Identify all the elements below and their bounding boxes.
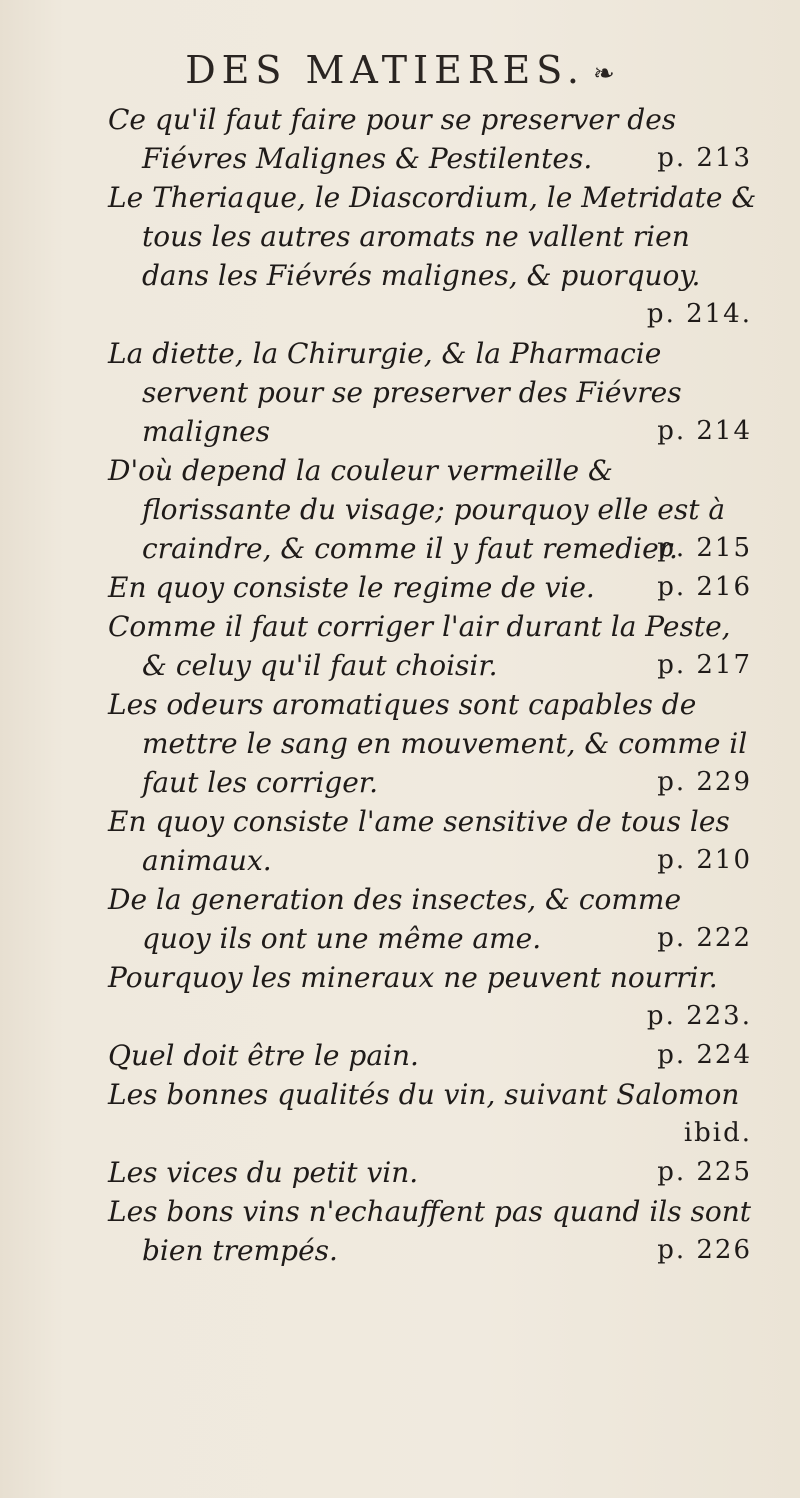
index-entry	[108, 100, 758, 178]
index-entry	[108, 568, 758, 607]
entry-text: De la generation des insectes, & comme quoy ils ont une même ame.	[108, 883, 682, 955]
entry-page-ref: p. 229	[657, 767, 752, 797]
entry-text: En quoy consiste l'ame sensitive de tous les animaux.	[108, 805, 730, 877]
fleuron-ornament-icon: ❧	[593, 58, 615, 89]
page-header	[0, 48, 800, 92]
entry-text: Pourquoy les mineraux ne peuvent nourrir.	[108, 961, 718, 994]
index-entry	[108, 1153, 758, 1192]
index-entry	[108, 334, 758, 451]
index-entry	[108, 958, 758, 1036]
index-entries	[108, 100, 758, 1270]
index-entry	[108, 1036, 758, 1075]
entry-text: Les bons vins n'echauffent pas quand ils sont bien trempés.	[108, 1195, 752, 1267]
entry-page-ref: p. 214	[657, 416, 752, 446]
entry-text: Ce qu'il faut faire pour se preserver des Fiévres Malignes & Pestilentes.	[108, 103, 677, 175]
entry-page-ref: ibid.	[683, 1118, 752, 1148]
index-entry	[108, 1192, 758, 1270]
index-entry	[108, 607, 758, 685]
entry-text: La diette, la Chirurgie, & la Pharmacie servent pour se preserver des Fiévres malignes	[108, 337, 682, 448]
entry-text: Le Theriaque, le Diascordium, le Metridate & tous les autres aromats ne vallent rien dans les Fiévrés malignes, & puorquoy.	[108, 181, 757, 292]
entry-text: Quel doit être le pain.	[108, 1039, 419, 1072]
entry-page-ref: p. 222	[657, 923, 752, 953]
index-entry	[108, 451, 758, 568]
entry-page-ref: p. 217	[657, 650, 752, 680]
entry-page-ref: p. 210	[657, 845, 752, 875]
entry-page-ref: p. 223.	[646, 1001, 752, 1031]
entry-page-ref: p. 226	[657, 1235, 752, 1265]
index-entry	[108, 685, 758, 802]
entry-text: Les odeurs aromatiques sont capables de mettre le sang en mouvement, & comme il faut les corriger.	[108, 688, 748, 799]
entry-page-ref: p. 224	[657, 1040, 752, 1070]
entry-page-ref: p. 216	[657, 572, 752, 602]
entry-text: Les vices du petit vin.	[108, 1156, 419, 1189]
entry-page-ref: p. 225	[657, 1157, 752, 1187]
entry-page-ref: p. 214.	[646, 299, 752, 329]
index-entry	[108, 178, 758, 334]
entry-text: En quoy consiste le regime de vie.	[108, 571, 595, 604]
entry-page-ref: p. 213	[657, 143, 752, 173]
header-title: DES MATIERES.	[185, 48, 585, 92]
index-entry	[108, 802, 758, 880]
entry-text: Les bonnes qualités du vin, suivant Salomon	[108, 1078, 740, 1111]
entry-text: D'où depend la couleur vermeille & florissante du visage; pourquoy elle est à craindre, & comme il y faut remedier.	[108, 454, 726, 565]
index-entry	[108, 1075, 758, 1153]
index-entry	[108, 880, 758, 958]
entry-page-ref: p. 215	[657, 533, 752, 563]
entry-text: Comme il faut corriger l'air durant la Peste, & celuy qu'il faut choisir.	[108, 610, 731, 682]
